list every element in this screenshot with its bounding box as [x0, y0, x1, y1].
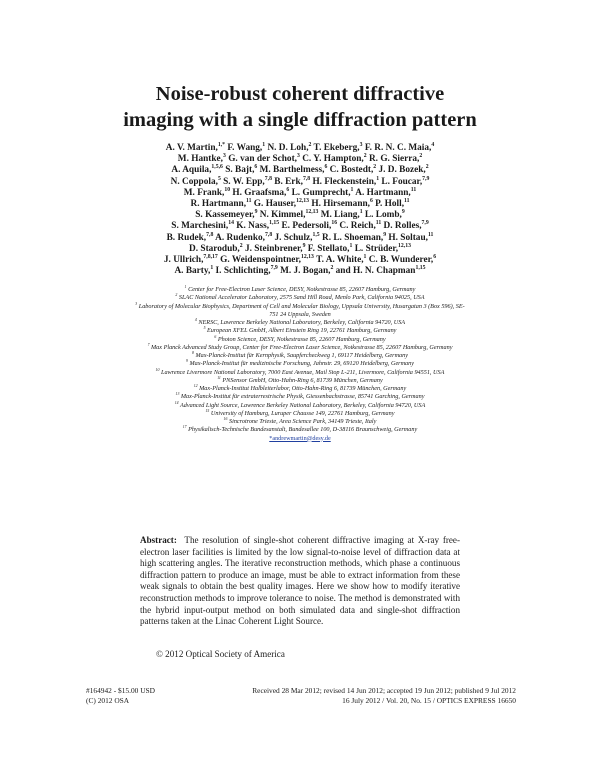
- footnote-mark: 7,8,17: [203, 253, 218, 260]
- footnote-mark: 1,5,6: [211, 164, 223, 171]
- footer-copyright: (C) 2012 OSA: [86, 696, 130, 705]
- affiliation-list: [135, 286, 465, 443]
- affiliation-line: $^{15}$ University of Hamburg, Luruper Chausse 149, 22761 Hamburg, Germany: [205, 408, 395, 417]
- footnote-mark: 12,13: [296, 197, 310, 204]
- footnote-mark: 2: [425, 164, 429, 171]
- copyright-notice: © 2012 Optical Society of America: [156, 649, 285, 659]
- author-line: D. Starodub,$^2$ J. Steinbrener,$^9$ F. Stellato,$^1$ L. Strüder,$^{12,13}$: [189, 242, 411, 254]
- affiliation-line: $^2$ SLAC National Accelerator Laboratory, 2575 Sand Hill Road, Menlo Park, California 94025, USA: [175, 293, 425, 302]
- footnote-mark: 2: [363, 153, 367, 160]
- footnote-mark: 1: [262, 141, 266, 148]
- affiliation-line: $^{13}$ Max-Planck-Institut für extraterrestrische Physik, Giessenbachstrasse, 85741 Garching, Germany: [175, 392, 425, 401]
- author-list: [130, 143, 470, 277]
- affiliation-line: $^7$ Max Planck Advanced Study Group, Center for Free-Electron Laser Science, Notkestrasse 85, 22607 Hamburg, Germany: [147, 342, 453, 351]
- footnote-mark: 6: [369, 197, 373, 204]
- footnote-mark: 2: [330, 265, 334, 272]
- footnote-mark: 6: [254, 164, 258, 171]
- footnote-mark: 4: [194, 317, 197, 322]
- author-line: S. Kassemeyer,$^9$ N. Kimmel,$^{12,13}$ M. Liang,$^1$ L. Lomb,$^9$: [195, 209, 405, 221]
- footnote-mark: 13: [175, 392, 180, 397]
- footnote-mark: 11: [217, 375, 221, 380]
- footnote-mark: 1: [376, 175, 380, 182]
- affiliation-line: $^{17}$ Physikalisch-Technische Bundesanstalt, Bundesallee 100, D-38116 Braunschweig, Germany: [182, 425, 418, 434]
- abstract-text: The resolution of single-shot coherent diffractive imaging at X-ray free-electron laser facilities is limited by the low signal-to-noise level of diffraction data at high scattering angles. The iterative reconstruction methods, which phase a continuous diffraction pattern to produce an image, must be able to extract information from these weak signals to obtain the best quality images. Here we show how to modify iterative reconstruction methods to improve tolerance to noise. The method is demonstrated with the hybrid input-output method on both simulated data and single-shot diffraction patterns taken at the Linac Coherent Light Source.: [140, 535, 460, 627]
- author-line: A. Barty,$^1$ I. Schlichting,$^{7,9}$ M. J. Bogan,$^2$ and H. N. Chapman$^{1,15}$: [174, 265, 426, 277]
- footnote-mark: 2: [175, 293, 178, 298]
- footer-dates: Received 28 Mar 2012; revised 14 Jun 2012; accepted 19 Jun 2012; published 9 Jul 2012: [252, 686, 516, 695]
- footnote-mark: 3: [223, 153, 226, 160]
- footer-citation: 16 July 2012 / Vol. 20, No. 15 / OPTICS EXPRESS 16650: [342, 696, 516, 705]
- footnote-mark: 1: [349, 242, 353, 249]
- footnote-mark: 3: [359, 141, 363, 148]
- affiliation-line: $^{16}$ Sincrotrone Trieste, Area Science Park, 34149 Trieste, Italy: [223, 416, 377, 425]
- footnote-mark: 3: [135, 301, 138, 306]
- footnote-mark: 7,8: [265, 231, 273, 238]
- footnote-mark: 9: [302, 242, 306, 249]
- author-line: A. V. Martin,$^{1,*}$ F. Wang,$^1$ N. D. Loh,$^2$ T. Ekeberg,$^3$ F. R. N. C. Maia,$^4$: [165, 141, 435, 153]
- footnote-mark: 3: [297, 153, 300, 160]
- affiliation-line: $^9$ Max-Planck-Institut für medizinische Forschung, Jahnstr. 29, 69120 Heidelberg, Germany: [185, 359, 414, 368]
- affiliation-line: $^{14}$ Advanced Light Source, Lawrence Berkeley National Laboratory, Berkeley, California 94720, USA: [174, 400, 426, 409]
- footnote-mark: 9: [254, 209, 258, 216]
- affiliation-line: $^5$ European XFEL GmbH, Albert Einstein Ring 19, 22761 Hamburg, Germany: [203, 326, 397, 335]
- author-line: B. Rudek,$^{7,8}$ A. Rudenko,$^{7,8}$ J. Schulz,$^{1,5}$ R. L. Shoeman,$^9$ H. Soltau,$^{11}$: [166, 231, 434, 243]
- footnote-mark: 1,5: [312, 231, 320, 238]
- abstract-label: Abstract:: [140, 535, 177, 545]
- footnote-mark: 7: [147, 342, 150, 347]
- footnote-mark: 5: [217, 175, 221, 182]
- affiliation-line: $^1$ Center for Free-Electron Laser Science, DESY, Notkestrasse 85, 22607 Hamburg, Germany: [184, 284, 416, 293]
- affiliation-line: $^{12}$ Max-Planck-Institut Halbleiterlabor, Otto-Hahn-Ring 6, 81739 München, Germany: [193, 383, 407, 392]
- author-line: S. Marchesini,$^{14}$ K. Nass,$^{1,15}$ E. Pedersoli,$^{16}$ C. Reich,$^{11}$ D. Rolles,$^{7,9}$: [171, 220, 429, 232]
- footnote-mark: 14: [228, 220, 234, 227]
- author-line: J. Ullrich,$^{7,8,17}$ G. Weidenspointner,$^{12,13}$ T. A. White,$^1$ C. B. Wunderer,$^6$: [163, 253, 437, 266]
- footnote-mark: 2: [373, 164, 377, 171]
- affiliation-line: $^{10}$ Lawrence Livermore National Laboratory, 7000 East Avenue, Mail Stop L-211, Livermore, California 94551, USA: [155, 367, 445, 376]
- footnote-mark: 12,13: [305, 209, 319, 216]
- footnote-mark: 4: [431, 141, 435, 148]
- author-line: M. Hantke,$^3$ G. van der Schot,$^3$ C. Y. Hampton,$^2$ R. G. Sierra,$^2$: [177, 153, 423, 165]
- footnote-mark: 1,*: [217, 141, 226, 148]
- title-line: Noise-robust coherent diffractive: [155, 83, 445, 105]
- footnote-mark: 1: [350, 186, 354, 193]
- footnote-mark: 7,8: [206, 231, 214, 238]
- footnote-mark: 12,13: [398, 242, 411, 249]
- footnote-mark: 6: [433, 253, 437, 260]
- abstract: [140, 535, 460, 628]
- footnote-mark: 11: [410, 186, 417, 193]
- footnote-mark: 7,8: [302, 175, 311, 182]
- corresponding-email-link[interactable]: *andrewmartin@desy.de: [269, 434, 331, 442]
- footnote-mark: 2: [239, 242, 243, 249]
- affiliation-line: $^8$ Max-Planck-Institut für Kernphysik, Saupfercheckweg 1, 69117 Heidelberg, Germany: [192, 350, 408, 359]
- footnote-mark: 11: [404, 197, 410, 204]
- footnote-mark: 7,9: [422, 175, 430, 182]
- footnote-mark: 11: [246, 197, 252, 204]
- footnote-mark: 5: [203, 326, 206, 331]
- footnote-mark: 1: [363, 253, 367, 260]
- footnote-mark: 9: [383, 231, 387, 238]
- footnote-mark: 1: [210, 265, 214, 272]
- author-line: M. Frank,$^{10}$ H. Graafsma,$^6$ L. Gumprecht,$^1$ A. Hartmann,$^{11}$: [183, 186, 417, 198]
- footnote-mark: 15: [205, 408, 210, 413]
- affiliation-line: $^3$ Laboratory of Molecular Biophysics, Department of Cell and Molecular Biology, Uppsala University, Husargatan 3 (Box 596), SE-751 24 Uppsala, Sweden: [135, 301, 465, 318]
- footnote-mark: 2: [419, 153, 423, 160]
- affiliation-line: $^{11}$ PNSensor GmbH, Otto-Hahn-Ring 6, 81739 München, Germany: [217, 375, 383, 384]
- affiliation-line: $^6$ Photon Science, DESY, Notkestrasse 85, 22607 Hamburg, Germany: [214, 334, 386, 343]
- footnote-mark: 11: [375, 220, 382, 227]
- footnote-mark: 6: [324, 164, 328, 171]
- footnote-mark: 6: [286, 186, 290, 193]
- footer-price: #164942 - $15.00 USD: [86, 686, 155, 695]
- footnote-mark: 14: [174, 400, 179, 405]
- footnote-mark: 11: [427, 231, 434, 238]
- footnote-mark: 7,8: [264, 175, 272, 182]
- footnote-mark: 7,9: [421, 220, 429, 227]
- footer-left: [86, 686, 155, 706]
- footnote-mark: 9: [185, 359, 188, 364]
- footnote-mark: 17: [182, 425, 187, 430]
- footnote-mark: 9: [401, 209, 405, 216]
- author-line: N. Coppola,$^5$ S. W. Epp,$^{7,8}$ B. Erk,$^{7,8}$ H. Fleckenstein,$^1$ L. Foucar,$^{7,9}$: [170, 175, 430, 187]
- footnote-mark: 1: [359, 209, 363, 216]
- footnote-mark: 12: [193, 383, 198, 388]
- footnote-mark: 10: [155, 367, 160, 372]
- footnote-mark: 10: [224, 186, 231, 193]
- footnote-mark: 2: [308, 141, 312, 148]
- footnote-mark: 1,15: [269, 220, 280, 227]
- footnote-mark: 6: [214, 334, 217, 339]
- author-line: A. Aquila,$^{1,5,6}$ S. Bajt,$^6$ M. Barthelmess,$^6$ C. Bostedt,$^2$ J. D. Bozek,$^2$: [171, 164, 429, 176]
- paper-title: [0, 81, 600, 133]
- footnote-mark: 8: [192, 350, 194, 355]
- footnote-mark: 12,13: [300, 253, 314, 260]
- footer-right: [200, 686, 516, 706]
- footnote-mark: 16: [331, 220, 338, 227]
- footnote-mark: 7,9: [270, 265, 278, 272]
- affiliation-line: $^4$ NERSC, Lawrence Berkeley National Laboratory, Berkeley, California 94720, USA: [194, 317, 406, 326]
- footnote-mark: 1: [184, 284, 187, 289]
- author-line: R. Hartmann,$^{11}$ G. Hauser,$^{12,13}$ H. Hirsemann,$^6$ P. Holl,$^{11}$: [190, 197, 410, 210]
- footnote-mark: 16: [223, 416, 228, 421]
- title-line: imaging with a single diffraction pattern: [123, 109, 477, 131]
- footnote-mark: 1,15: [415, 265, 426, 272]
